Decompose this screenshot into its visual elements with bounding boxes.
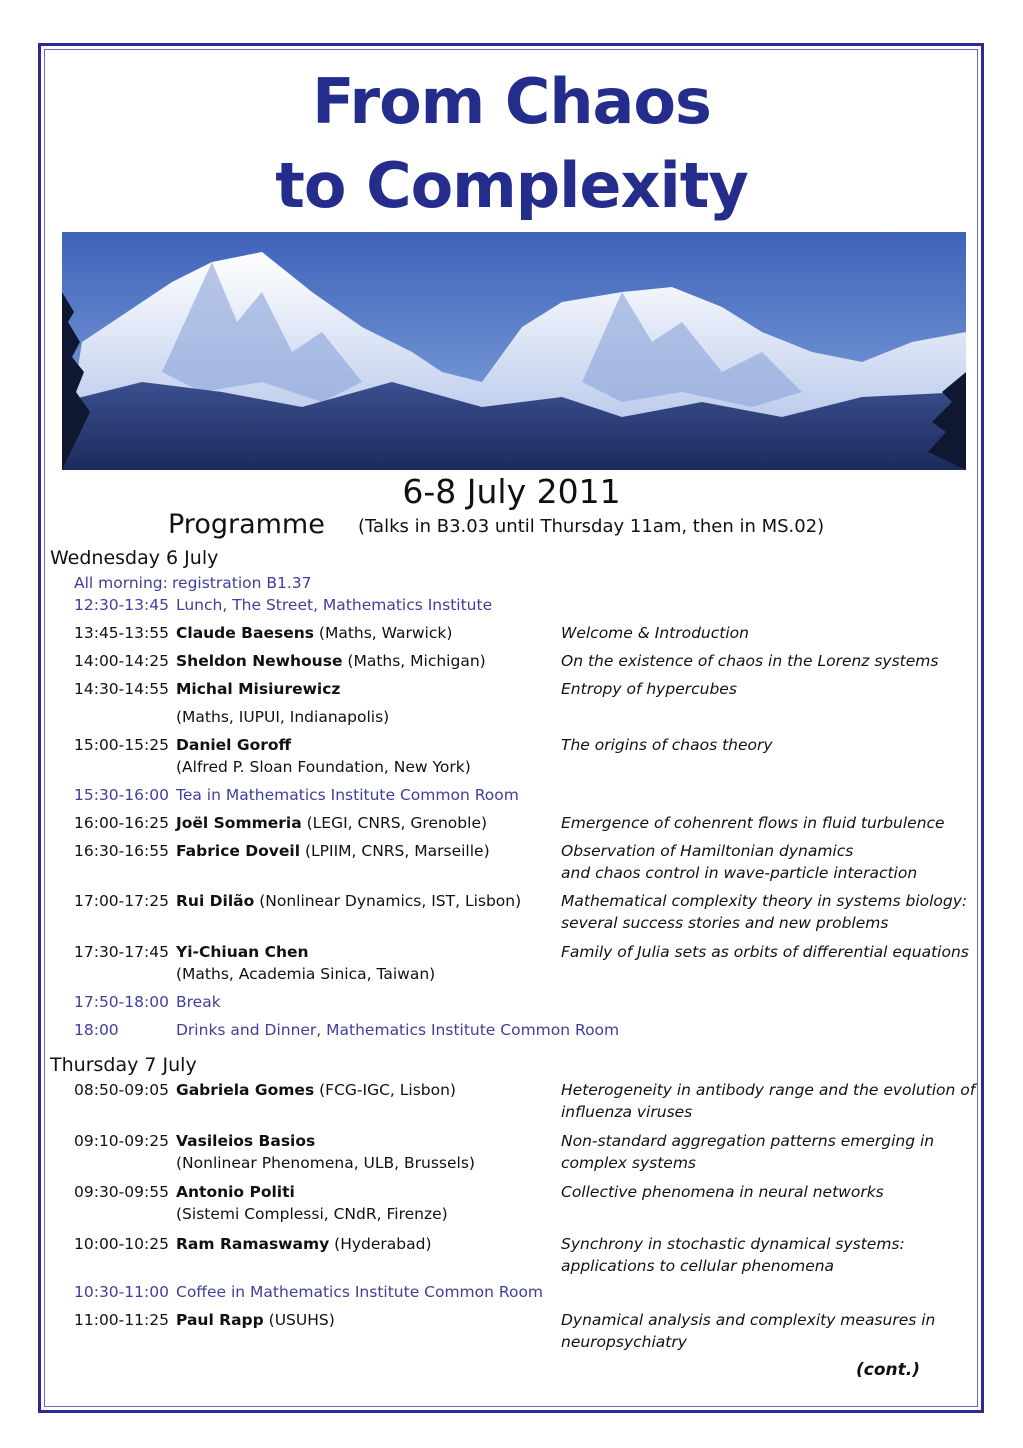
time: 17:50-18:00 <box>74 993 169 1011</box>
time: 18:00 <box>74 1021 119 1039</box>
schedule-row <box>0 890 1023 936</box>
day-heading-wednesday: Wednesday 6 July <box>50 547 219 569</box>
speaker-affiliation: (LEGI, CNRS, Grenoble) <box>301 814 488 832</box>
speaker-name: Sheldon Newhouse <box>176 652 343 670</box>
speaker-name: Daniel Goroff <box>176 736 292 754</box>
break-text: Tea in Mathematics Institute Common Room <box>176 786 519 804</box>
talk-title: Family of Julia sets as orbits of differential equations <box>561 943 969 961</box>
talk-title-line-2: and chaos control in wave-particle interaction <box>561 864 918 882</box>
time: 09:30-09:55 <box>74 1183 169 1201</box>
talk-title: On the existence of chaos in the Lorenz systems <box>561 652 939 670</box>
schedule-row <box>0 1181 1023 1227</box>
time: 15:30-16:00 <box>74 786 169 804</box>
schedule-row <box>0 1130 1023 1176</box>
speaker-affiliation: (Maths, Michigan) <box>342 652 486 670</box>
speaker-name: Claude Baesens <box>176 624 314 642</box>
time: 09:10-09:25 <box>74 1132 169 1150</box>
programme-note: (Talks in B3.03 until Thursday 11am, then in MS.02) <box>358 516 825 537</box>
speaker-name: Paul Rapp <box>176 1311 264 1329</box>
schedule-row <box>0 1309 1023 1355</box>
talk-title: Synchrony in stochastic dynamical systems: <box>561 1235 905 1253</box>
talk-title: The origins of chaos theory <box>561 736 773 754</box>
speaker-name: Ram Ramaswamy <box>176 1235 330 1253</box>
talk-title-line-2: neuropsychiatry <box>561 1333 687 1351</box>
speaker-affiliation: (LPIIM, CNRS, Marseille) <box>300 842 490 860</box>
speaker-name: Rui Dilão <box>176 892 255 910</box>
day-heading-thursday: Thursday 7 July <box>50 1054 197 1076</box>
title-line-2: to Complexity <box>275 149 748 222</box>
talk-title-line-2: several success stories and new problems <box>561 914 889 932</box>
speaker-name: Michal Misiurewicz <box>176 680 341 698</box>
title-line-1: From Chaos <box>312 65 711 138</box>
time: 17:00-17:25 <box>74 892 169 910</box>
speaker-affiliation: (Maths, Academia Sinica, Taiwan) <box>176 965 436 983</box>
time: 16:00-16:25 <box>74 814 169 832</box>
talk-title: Mathematical complexity theory in systems biology: <box>561 892 968 910</box>
speaker-name: Vasileios Basios <box>176 1132 316 1150</box>
schedule-row <box>0 1079 1023 1125</box>
time: 13:45-13:55 <box>74 624 169 642</box>
speaker-affiliation: (Maths, Warwick) <box>313 624 453 642</box>
speaker-affiliation: (Hyderabad) <box>329 1235 432 1253</box>
speaker-name: Gabriela Gomes <box>176 1081 315 1099</box>
schedule-row <box>0 1233 1023 1279</box>
programme-heading: Programme <box>168 509 325 540</box>
speaker-affiliation: (FCG-IGC, Lisbon) <box>314 1081 456 1099</box>
schedule-row <box>0 734 1023 780</box>
time: 16:30-16:55 <box>74 842 169 860</box>
speaker-name: Joël Sommeria <box>176 814 302 832</box>
talk-title: Heterogeneity in antibody range and the evolution of <box>561 1081 976 1099</box>
speaker-name: Yi-Chiuan Chen <box>176 943 309 961</box>
time: 11:00-11:25 <box>74 1311 169 1329</box>
speaker-name: Fabrice Doveil <box>176 842 301 860</box>
break-text: Break <box>176 993 221 1011</box>
event-dates: 6-8 July 2011 <box>402 472 621 511</box>
talk-title: Non-standard aggregation patterns emerging in <box>561 1132 935 1150</box>
time: 14:30-14:55 <box>74 680 169 698</box>
talk-title: Collective phenomena in neural networks <box>561 1183 884 1201</box>
time: 10:00-10:25 <box>74 1235 169 1253</box>
talk-title: Entropy of hypercubes <box>561 680 737 698</box>
time: 12:30-13:45 <box>74 596 169 614</box>
talk-title: Dynamical analysis and complexity measures in <box>561 1311 936 1329</box>
schedule-row <box>0 941 1023 987</box>
time: 17:30-17:45 <box>74 943 169 961</box>
speaker-affiliation: (Alfred P. Sloan Foundation, New York) <box>176 758 471 776</box>
talk-title: Observation of Hamiltonian dynamics <box>561 842 854 860</box>
time: 15:00-15:25 <box>74 736 169 754</box>
continued-note: (cont.) <box>856 1360 920 1380</box>
mountain-photo <box>62 232 966 470</box>
talk-title-line-2: complex systems <box>561 1154 696 1172</box>
break-text: Lunch, The Street, Mathematics Institute <box>176 596 493 614</box>
break-text: Drinks and Dinner, Mathematics Institute Common Room <box>176 1021 620 1039</box>
speaker-affiliation: (Nonlinear Dynamics, IST, Lisbon) <box>254 892 522 910</box>
talk-title-line-2: applications to cellular phenomena <box>561 1257 835 1275</box>
time: 08:50-09:05 <box>74 1081 169 1099</box>
time: 10:30-11:00 <box>74 1283 169 1301</box>
time: 14:00-14:25 <box>74 652 169 670</box>
speaker-affiliation: (USUHS) <box>263 1311 335 1329</box>
talk-title-line-2: influenza viruses <box>561 1103 693 1121</box>
schedule-row <box>0 678 1023 726</box>
break-text: registration B1.37 <box>172 574 312 592</box>
time: All morning: <box>74 574 168 592</box>
talk-title: Emergence of cohenrent flows in fluid turbulence <box>561 814 945 832</box>
speaker-affiliation: (Sistemi Complessi, CNdR, Firenze) <box>176 1205 448 1223</box>
talk-title: Welcome & Introduction <box>561 624 749 642</box>
speaker-name: Antonio Politi <box>176 1183 295 1201</box>
speaker-affiliation: (Nonlinear Phenomena, ULB, Brussels) <box>176 1154 475 1172</box>
speaker-affiliation: (Maths, IUPUI, Indianapolis) <box>176 708 390 726</box>
schedule-row <box>0 840 1023 886</box>
break-text: Coffee in Mathematics Institute Common Room <box>176 1283 544 1301</box>
